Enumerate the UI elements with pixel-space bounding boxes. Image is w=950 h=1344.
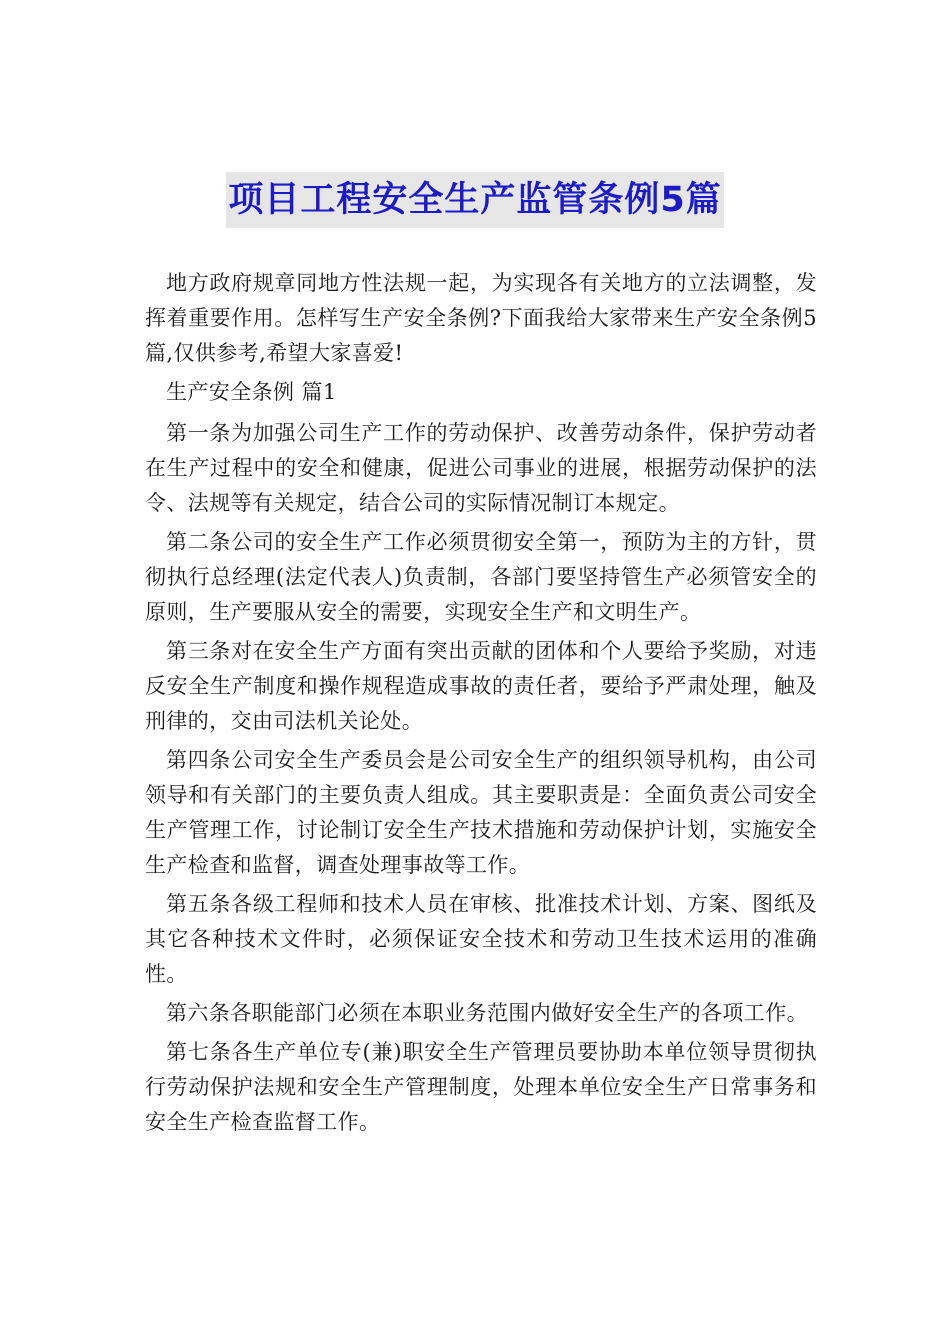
document-body [145,266,817,1144]
article-3-paragraph: 第三条对在安全生产方面有突出贡献的团体和个人要给予奖励，对违反安全生产制度和操作规程造成事故的责任者，要给予严肃处理，触及刑律的，交由司法机关论处。 [145,639,817,733]
article-5-paragraph: 第五条各级工程师和技术人员在审核、批准技术计划、方案、图纸及其它各种技术文件时，必须保证安全技术和劳动卫生技术运用的准确性。 [145,892,817,986]
article-6-paragraph: 第六条各职能部门必须在本职业务范围内做好安全生产的各项工作。 [166,1001,808,1025]
article-2-paragraph: 第二条公司的安全生产工作必须贯彻安全第一，预防为主的方针，贯彻执行总经理(法定代表人)负责制，各部门要坚持管生产必须管安全的原则，生产要服从安全的需要，实现安全生产和文明生产。 [145,530,817,624]
document-title: 项目工程安全生产监管条例5篇 [226,172,723,228]
article-4-paragraph: 第四条公司安全生产委员会是公司安全生产的组织领导机构，由公司领导和有关部门的主要负责人组成。其主要职责是：全面负责公司安全生产管理工作，讨论制订安全生产技术措施和劳动保护计划，实施安全生产检查和监督，调查处理事故等工作。 [145,748,817,877]
intro-paragraph: 地方政府规章同地方性法规一起，为实现各有关地方的立法调整，发挥着重要作用。怎样写生产安全条例?下面我给大家带来生产安全条例5篇,仅供参考,希望大家喜爱! [145,271,817,365]
article-1-paragraph: 第一条为加强公司生产工作的劳动保护、改善劳动条件，保护劳动者在生产过程中的安全和健康，促进公司事业的进展，根据劳动保护的法令、法规等有关规定，结合公司的实际情况制订本规定。 [145,421,817,515]
section-heading: 生产安全条例 篇1 [166,380,337,404]
title-area [0,172,950,228]
article-7-paragraph: 第七条各生产单位专(兼)职安全生产管理员要协助本单位领导贯彻执行劳动保护法规和安全生产管理制度，处理本单位安全生产日常事务和安全生产检查监督工作。 [145,1040,817,1134]
